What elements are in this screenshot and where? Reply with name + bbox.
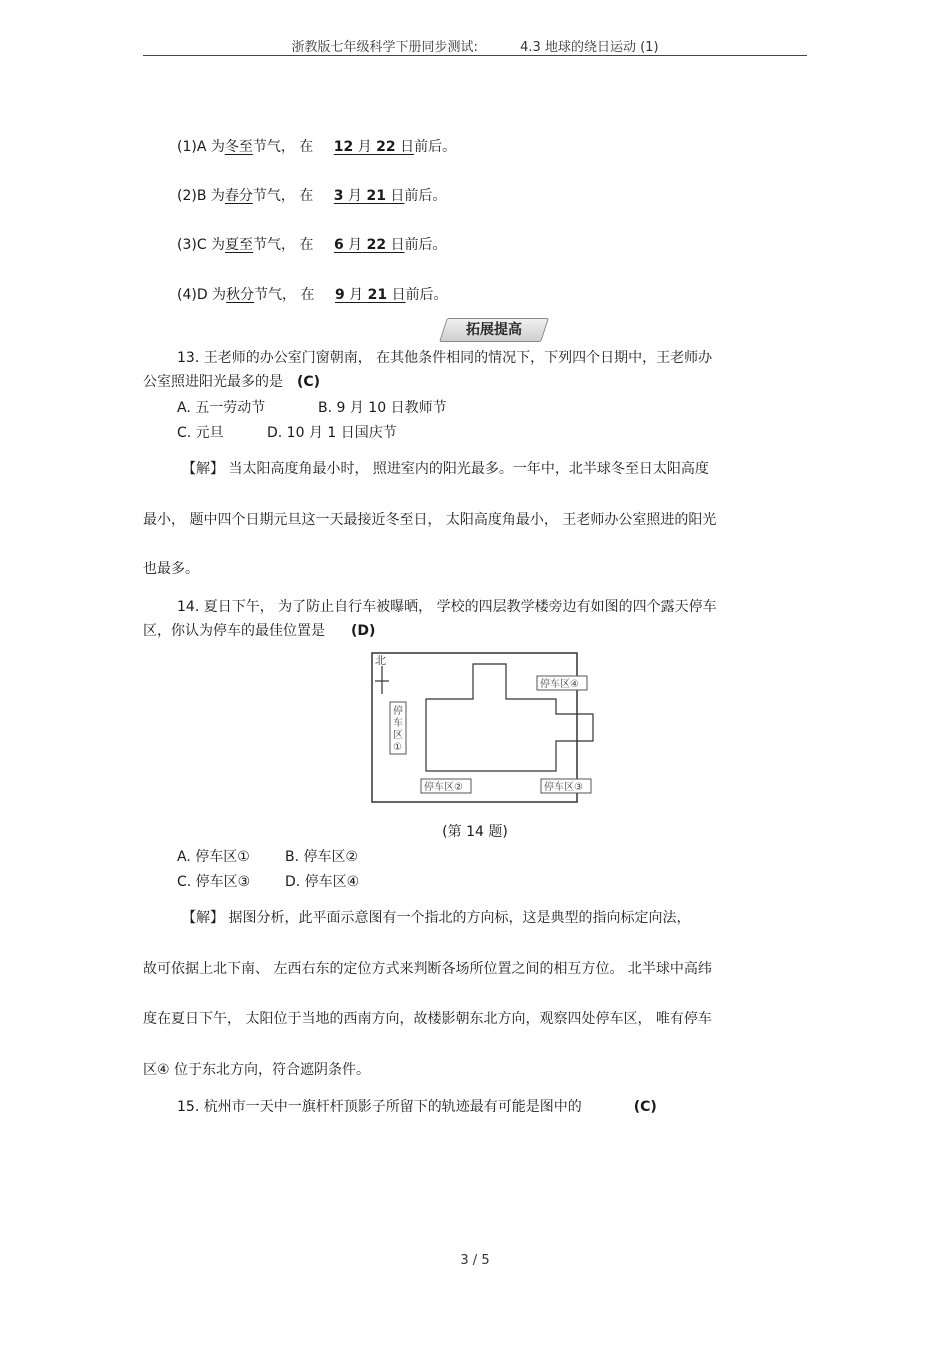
q12-date-2: 3 月 21 日 (333, 188, 405, 204)
parking-zone-2-label: 停车区② (424, 782, 463, 793)
q13-explanation-2: 最小， 题中四个日期元旦这一天最接近冬至日， 太阳高度角最小， 王老师办公室照进的阳光 (143, 512, 717, 528)
q13-explanation-1: 【解】 当太阳高度角最小时， 照进室内的阳光最多。一年中，北半球冬至日太阳高度 (182, 461, 709, 477)
q14-option-c: C. 停车区③ (177, 874, 251, 890)
figure-caption: (第 14 题) (442, 824, 508, 840)
q14-answer: (D) (351, 623, 376, 639)
q13-answer: (C) (297, 374, 321, 390)
q13-option-a: A. 五一劳动节 (177, 400, 266, 416)
q14-option-a: A. 停车区① (177, 849, 250, 865)
q14-stem-line1: 14. 夏日下午， 为了防止自行车被曝晒， 学校的四层教学楼旁边有如图的四个露天停车 (177, 599, 717, 615)
header-rule (143, 55, 807, 56)
q12-item-2: (2)B 为春分节气， 在 3 月 21 日前后。 (177, 188, 447, 204)
q12-term-4: 秋分 (226, 287, 255, 303)
q15-stem: 15. 杭州市一天中一旗杆杆顶影子所留下的轨迹最有可能是图中的 (C) (177, 1099, 657, 1115)
section-banner-label: 拓展提高 (466, 322, 522, 338)
q13-option-b: B. 9 月 10 日教师节 (318, 400, 447, 416)
q13-stem-line1: 13. 王老师的办公室门窗朝南， 在其他条件相同的情况下，下列四个日期中，王老师办 (177, 350, 713, 366)
running-header (0, 36, 950, 55)
q12-item-3: (3)C 为夏至节气， 在 6 月 22 日前后。 (177, 237, 447, 253)
q14-explanation-2: 故可依据上北下南、 左西右东的定位方式来判断各场所位置之间的相互方位。 北半球中高纬 (143, 961, 712, 977)
q12-date-3: 6 月 22 日 (333, 237, 405, 253)
section-banner (439, 318, 549, 342)
page-number: 3 / 5 (460, 1253, 490, 1268)
q14-explanation-4: 区④ 位于东北方向，符合遮阴条件。 (143, 1062, 371, 1078)
q14-option-b: B. 停车区② (285, 849, 359, 865)
q12-item-1: (1)A 为冬至节气， 在 12 月 22 日前后。 (177, 139, 457, 155)
parking-zone-3-label: 停车区③ (544, 782, 583, 793)
q13-stem-line2: 公室照进阳光最多的是 (C) (143, 374, 321, 390)
q12-date-1: 12 月 22 日 (333, 139, 415, 155)
q14-explanation-3: 度在夏日下午， 太阳位于当地的西南方向，故楼影朝东北方向，观察四处停车区， 唯有停车 (143, 1011, 712, 1027)
parking-zone-4-label: 停车区④ (540, 679, 579, 690)
header-title: 浙教版七年级科学下册同步测试: (291, 40, 478, 55)
q12-term-2: 春分 (224, 188, 253, 204)
q12-date-4: 9 月 21 日 (334, 287, 406, 303)
q12-item-4: (4)D 为秋分节气， 在 9 月 21 日前后。 (177, 287, 448, 303)
parking-map-figure (371, 652, 583, 804)
q13-option-d: D. 10 月 1 日国庆节 (267, 425, 397, 441)
parking-zone-1-label: 停 车 区 ① (393, 706, 403, 753)
north-label: 北 (375, 654, 386, 667)
q13-option-c: C. 元旦 (177, 425, 224, 441)
q12-term-1: 冬至 (224, 139, 253, 155)
q14-option-d: D. 停车区④ (285, 874, 360, 890)
q15-answer: (C) (633, 1099, 657, 1115)
q12-term-3: 夏至 (225, 237, 254, 253)
header-section: 4.3 地球的绕日运动 (1) (520, 40, 659, 55)
q14-stem-line2: 区，你认为停车的最佳位置是 (D) (143, 623, 376, 639)
q14-explanation-1: 【解】 据图分析，此平面示意图有一个指北的方向标，这是典型的指向标定向法， (182, 910, 691, 926)
q13-explanation-3: 也最多。 (143, 561, 199, 577)
